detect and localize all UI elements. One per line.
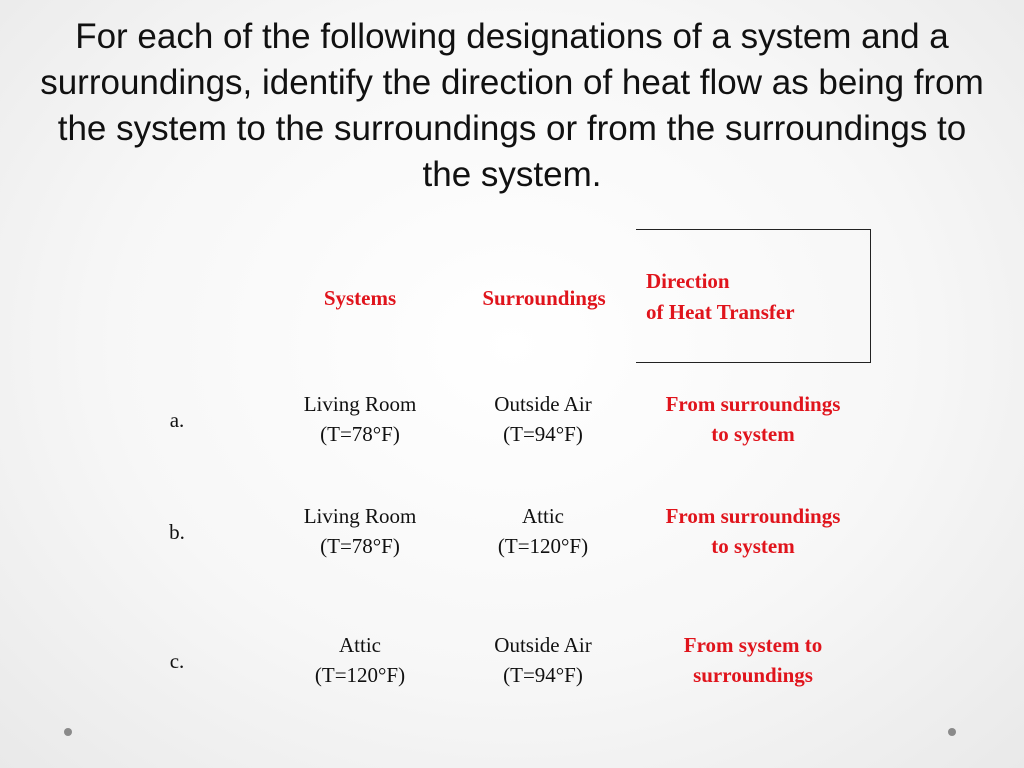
- row-c-direction-line2: surroundings: [693, 663, 813, 687]
- slide-title: For each of the following designations of a system and a surroundings, identify the direction of heat flow as being from the system to the surroundings or from the surroundings to the system.: [40, 17, 984, 194]
- row-a-system: [270, 389, 450, 449]
- row-b-system-temp: (T=78°F): [320, 534, 400, 558]
- header-surroundings: Surroundings: [482, 286, 606, 310]
- header-direction-line1: Direction: [646, 269, 730, 293]
- row-b-surroundings: [453, 501, 633, 561]
- row-b-system: [270, 501, 450, 561]
- row-c-system-temp: (T=120°F): [314, 663, 406, 687]
- row-b-direction-line2: to system: [711, 534, 795, 558]
- row-a-surroundings: [453, 389, 633, 449]
- row-c-direction-line1: From system to: [683, 633, 823, 657]
- row-a-direction-line2: to system: [711, 422, 795, 446]
- row-c-label: c.: [169, 649, 185, 673]
- row-c-system: [270, 630, 450, 690]
- row-c-surroundings-name: Outside Air: [494, 633, 592, 657]
- row-c-direction: [628, 630, 878, 690]
- row-c-surroundings-temp: (T=94°F): [503, 663, 583, 687]
- row-a-surroundings-temp: (T=94°F): [503, 422, 583, 446]
- decorative-dot-right: [948, 728, 956, 736]
- row-b-direction: [628, 501, 878, 561]
- header-direction-line2: of Heat Transfer: [646, 300, 795, 324]
- row-a-direction: [628, 389, 878, 449]
- row-b-label: b.: [169, 520, 185, 544]
- row-a-system-name: Living Room: [303, 392, 417, 416]
- decorative-dot-left: [64, 728, 72, 736]
- row-a-label: a.: [169, 408, 185, 432]
- row-c-surroundings: [453, 630, 633, 690]
- direction-header-box: [636, 229, 871, 363]
- header-systems: Systems: [323, 286, 397, 310]
- row-a-system-temp: (T=78°F): [320, 422, 400, 446]
- row-c-system-name: Attic: [339, 633, 381, 657]
- row-a-surroundings-name: Outside Air: [494, 392, 592, 416]
- row-a-direction-line1: From surroundings: [665, 392, 841, 416]
- row-b-direction-line1: From surroundings: [665, 504, 841, 528]
- row-b-surroundings-temp: (T=120°F): [497, 534, 589, 558]
- row-b-system-name: Living Room: [303, 504, 417, 528]
- row-b-surroundings-name: Attic: [522, 504, 564, 528]
